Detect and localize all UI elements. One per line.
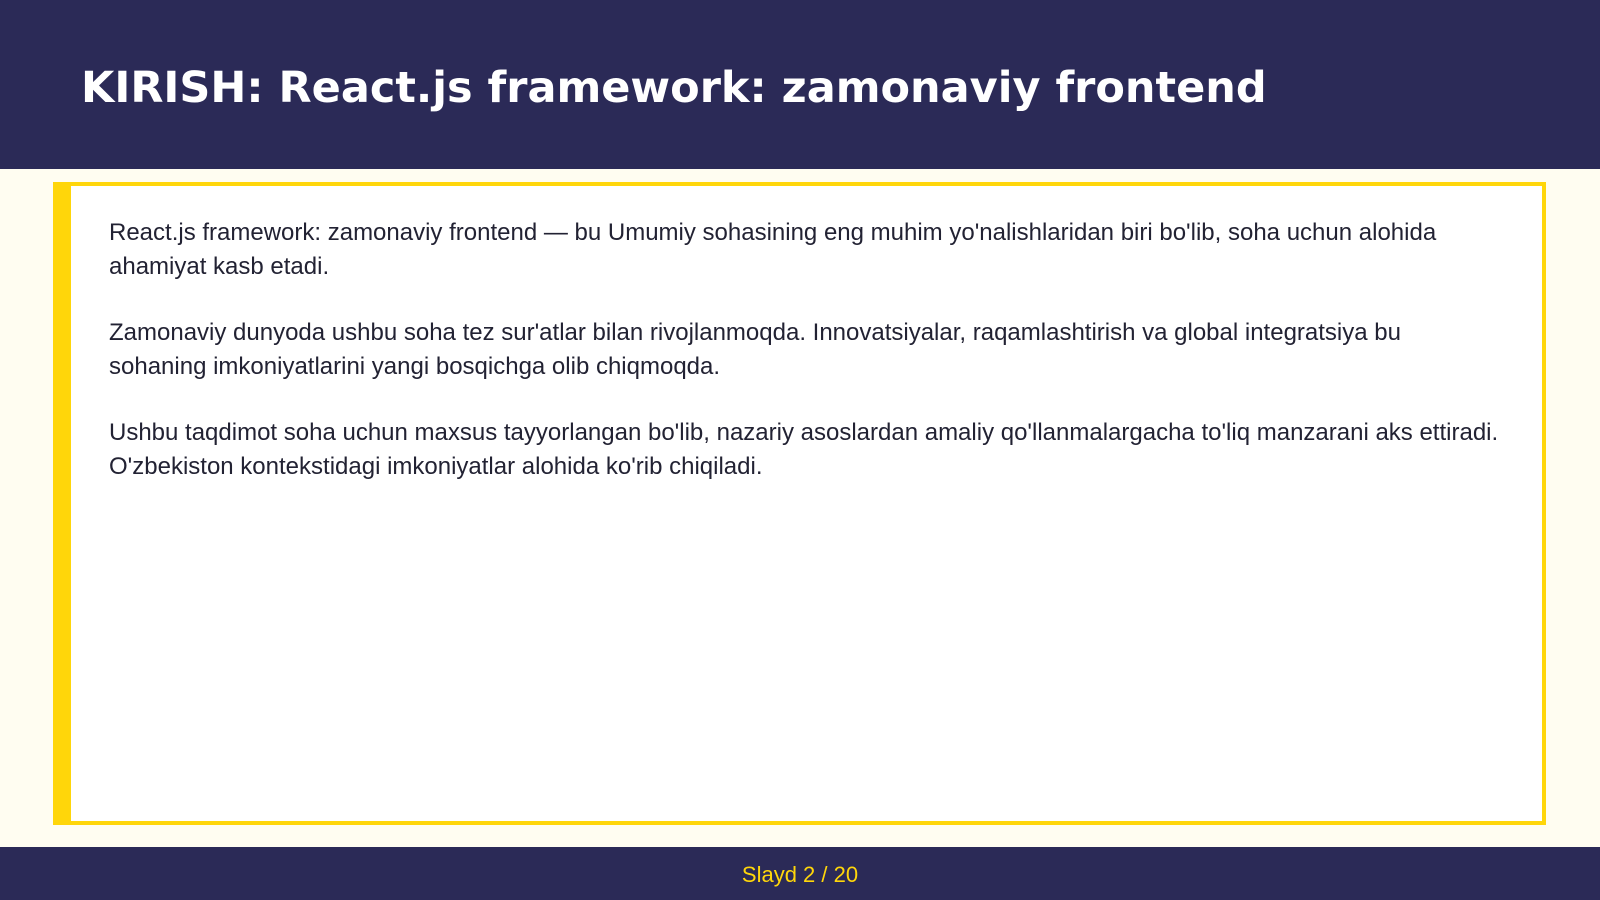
- slide-header: [0, 0, 1600, 169]
- content-card: [53, 182, 1546, 825]
- slide-footer: [0, 847, 1600, 900]
- presentation-paragraph: Ushbu taqdimot soha uchun maxsus tayyorlangan bo'lib, nazariy asoslardan amaliy qo'llanmalargacha to'liq manzarani aks ettiradi. O'zbekiston kontekstidagi imkoniyatlar alohida ko'rib chiqiladi.: [109, 419, 1499, 480]
- slide-title: KIRISH: React.js framework: zamonaviy frontend: [81, 63, 1267, 113]
- slide-number: Slayd 2 / 20: [741, 862, 859, 887]
- intro-paragraph: React.js framework: zamonaviy frontend — bu Umumiy sohasining eng muhim yo'nalishlaridan biri bo'lib, soha uchun alohida ahamiyat kasb etadi.: [109, 219, 1437, 280]
- development-paragraph: Zamonaviy dunyoda ushbu soha tez sur'atlar bilan rivojlanmoqda. Innovatsiyalar, raqamlashtirish va global integratsiya bu sohaning imkoniyatlarini yangi bosqichga olib chiqmoqda.: [109, 319, 1401, 380]
